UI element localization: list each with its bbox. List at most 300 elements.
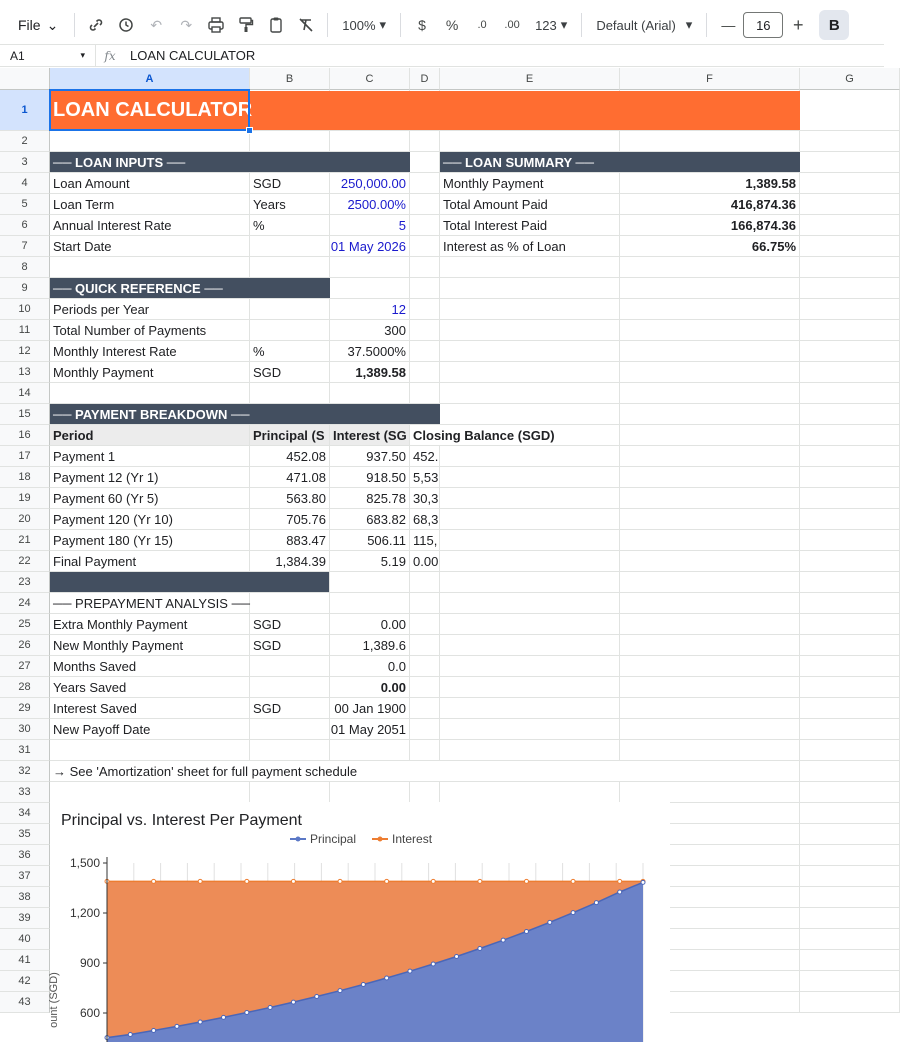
grid-cell[interactable] (620, 530, 800, 551)
grid-cell[interactable] (440, 257, 620, 278)
grid-cell[interactable] (800, 152, 900, 173)
grid-cell[interactable] (800, 782, 900, 803)
grid-cell[interactable] (800, 929, 900, 950)
row-header-35[interactable]: 35 (0, 824, 50, 845)
breakdown-col-balance[interactable]: Closing Balance (SGD) (410, 425, 440, 446)
grid-cell[interactable] (800, 866, 900, 887)
grid-cell[interactable] (800, 257, 900, 278)
quick-ref-label[interactable]: Periods per Year (50, 299, 250, 320)
grid-cell[interactable] (800, 194, 900, 215)
grid-cell[interactable] (800, 362, 900, 383)
grid-cell[interactable] (620, 761, 800, 782)
grid-cell[interactable] (410, 740, 440, 761)
row-header-36[interactable]: 36 (0, 845, 50, 866)
grid-cell[interactable] (800, 908, 900, 929)
summary-value[interactable]: 416,874.36 (620, 194, 800, 215)
grid-cell[interactable] (800, 950, 900, 971)
row-header-21[interactable]: 21 (0, 530, 50, 551)
prepay-label[interactable]: Years Saved (50, 677, 250, 698)
grid-cell[interactable] (440, 320, 620, 341)
prepay-label[interactable]: New Monthly Payment (50, 635, 250, 656)
grid-cell[interactable] (800, 761, 900, 782)
grid-cell[interactable] (410, 152, 440, 173)
grid-cell[interactable] (440, 446, 620, 467)
row-header-8[interactable]: 8 (0, 257, 50, 278)
breakdown-balance[interactable]: 5,53 (410, 467, 440, 488)
grid-cell[interactable] (800, 90, 900, 131)
grid-cell[interactable] (440, 719, 620, 740)
grid-cell[interactable] (50, 782, 250, 803)
row-header-17[interactable]: 17 (0, 446, 50, 467)
input-value[interactable]: 5 (330, 215, 410, 236)
breakdown-principal[interactable]: 452.08 (250, 446, 330, 467)
grid-cell[interactable] (620, 446, 800, 467)
row-header-12[interactable]: 12 (0, 341, 50, 362)
grid-cell[interactable] (800, 509, 900, 530)
prepay-unit[interactable] (250, 719, 330, 740)
prepay-value[interactable]: 0.00 (330, 677, 410, 698)
chevron-down-icon: ⌄ (46, 16, 59, 33)
principal-point (361, 983, 365, 987)
grid-cell[interactable] (410, 593, 440, 614)
input-unit[interactable] (250, 236, 330, 257)
chart-plot (50, 802, 670, 1042)
input-unit[interactable]: % (250, 215, 330, 236)
grid-cell[interactable] (410, 299, 440, 320)
grid-cell[interactable] (440, 614, 620, 635)
grid-cell[interactable] (410, 698, 440, 719)
grid-cell[interactable] (620, 509, 800, 530)
redo-icon[interactable]: ↷ (180, 16, 193, 33)
paint-format-icon[interactable] (231, 10, 261, 40)
grid-cell[interactable] (800, 488, 900, 509)
grid-cell[interactable] (440, 782, 620, 803)
breakdown-period[interactable]: Payment 120 (Yr 10) (50, 509, 250, 530)
grid-cell[interactable] (440, 740, 620, 761)
grid-cell[interactable] (440, 362, 620, 383)
input-label[interactable]: Start Date (50, 236, 250, 257)
grid-cell[interactable] (800, 572, 900, 593)
row-header-9[interactable]: 9 (0, 278, 50, 299)
currency-format-button[interactable]: $ (418, 17, 426, 33)
grid-cell[interactable] (410, 572, 440, 593)
link-icon[interactable] (81, 10, 111, 40)
grid-cell[interactable] (620, 593, 800, 614)
grid-cell[interactable] (50, 257, 250, 278)
summary-value[interactable]: 66.75% (620, 236, 800, 257)
grid-cell[interactable] (410, 320, 440, 341)
grid-cell[interactable] (620, 425, 800, 446)
breakdown-principal[interactable]: 563.80 (250, 488, 330, 509)
increase-decimal-button[interactable]: .00 (504, 19, 520, 31)
number-format-select[interactable] (527, 10, 575, 40)
breakdown-interest[interactable]: 825.78 (330, 488, 410, 509)
quick-ref-label[interactable]: Monthly Interest Rate (50, 341, 250, 362)
grid-cell[interactable] (800, 446, 900, 467)
quick-ref-value[interactable]: 1,389.58 (330, 362, 410, 383)
column-header-a[interactable]: A (50, 68, 250, 90)
input-value[interactable]: 2500.00% (330, 194, 410, 215)
row-header-28[interactable]: 28 (0, 677, 50, 698)
grid-cell[interactable] (620, 572, 800, 593)
summary-label[interactable]: Total Amount Paid (440, 194, 620, 215)
grid-cell[interactable] (440, 467, 620, 488)
grid-cell[interactable] (410, 635, 440, 656)
summary-value[interactable]: 166,874.36 (620, 215, 800, 236)
payment-breakdown-header[interactable]: ── PAYMENT BREAKDOWN ── (50, 404, 440, 425)
breakdown-period[interactable]: Payment 1 (50, 446, 250, 467)
grid-cell[interactable] (440, 530, 620, 551)
grid-cell[interactable] (50, 131, 250, 152)
breakdown-period[interactable]: Payment 180 (Yr 15) (50, 530, 250, 551)
loan-inputs-header[interactable]: ── LOAN INPUTS ── (50, 152, 410, 173)
clear-format-icon[interactable] (291, 10, 321, 40)
grid-cell[interactable] (620, 782, 800, 803)
grid-cell[interactable] (620, 467, 800, 488)
grid-cell[interactable] (410, 383, 440, 404)
prepay-label[interactable]: Months Saved (50, 656, 250, 677)
grid-cell[interactable] (620, 635, 800, 656)
grid-cell[interactable] (620, 551, 800, 572)
undo-icon[interactable]: ↶ (150, 16, 163, 33)
grid-cell[interactable] (50, 740, 250, 761)
grid-cell[interactable] (620, 320, 800, 341)
summary-value[interactable]: 1,389.58 (620, 173, 800, 194)
column-header-b[interactable]: B (250, 68, 330, 90)
grid-cell[interactable] (410, 278, 440, 299)
grid-cell[interactable] (250, 131, 330, 152)
quick-ref-value[interactable]: 12 (330, 299, 410, 320)
grid-cell[interactable] (800, 173, 900, 194)
row-header-23[interactable]: 23 (0, 572, 50, 593)
grid-cell[interactable] (800, 467, 900, 488)
row-header-22[interactable]: 22 (0, 551, 50, 572)
breakdown-principal[interactable]: 471.08 (250, 467, 330, 488)
prepay-value[interactable]: 01 May 2051 (330, 719, 410, 740)
legend-principal-label: Principal (310, 832, 357, 846)
summary-label[interactable]: Monthly Payment (440, 173, 620, 194)
grid-cell[interactable] (800, 971, 900, 992)
grid-cell[interactable] (800, 992, 900, 1013)
column-header-e[interactable]: E (440, 68, 620, 90)
font-select[interactable] (588, 10, 700, 40)
grid-cell[interactable] (330, 593, 410, 614)
grid-cell[interactable] (440, 404, 620, 425)
breakdown-principal[interactable]: 1,384.39 (250, 551, 330, 572)
grid-cell[interactable] (440, 677, 620, 698)
formula-input[interactable]: LOAN CALCULATOR (130, 48, 256, 63)
prepay-label[interactable]: New Payoff Date (50, 719, 250, 740)
quick-ref-label[interactable]: Monthly Payment (50, 362, 250, 383)
row-header-18[interactable]: 18 (0, 467, 50, 488)
breakdown-principal[interactable]: 883.47 (250, 530, 330, 551)
grid-cell[interactable] (410, 236, 440, 257)
row-header-13[interactable]: 13 (0, 362, 50, 383)
grid-cell[interactable] (800, 320, 900, 341)
breakdown-balance[interactable]: 452. (410, 446, 440, 467)
breakdown-interest[interactable]: 937.50 (330, 446, 410, 467)
grid-cell[interactable] (410, 614, 440, 635)
grid-cell[interactable] (330, 572, 410, 593)
loan-summary-header[interactable]: ── LOAN SUMMARY ── (440, 152, 800, 173)
name-box[interactable] (0, 45, 96, 67)
breakdown-balance[interactable]: 0.00 (410, 551, 440, 572)
grid-cell[interactable] (800, 887, 900, 908)
prepay-unit[interactable]: SGD (250, 635, 330, 656)
prepayment-analysis-header[interactable]: ── PREPAYMENT ANALYSIS ── (50, 593, 330, 614)
breakdown-interest[interactable]: 683.82 (330, 509, 410, 530)
sheet-title[interactable]: LOAN CALCULATOR (50, 91, 800, 130)
grid-cell[interactable] (800, 236, 900, 257)
row-header-3[interactable]: 3 (0, 152, 50, 173)
breakdown-col-interest[interactable]: Interest (SG (330, 425, 410, 446)
breakdown-principal[interactable]: 705.76 (250, 509, 330, 530)
grid-cell[interactable] (800, 425, 900, 446)
font-size-input[interactable]: 16 (743, 12, 783, 38)
grid-cell[interactable] (330, 782, 410, 803)
fill-handle[interactable] (246, 127, 253, 134)
row-header-29[interactable]: 29 (0, 698, 50, 719)
quick-ref-unit[interactable] (250, 320, 330, 341)
grid-cell[interactable] (440, 551, 620, 572)
breakdown-period[interactable]: Payment 60 (Yr 5) (50, 488, 250, 509)
input-unit[interactable]: SGD (250, 173, 330, 194)
prepay-label[interactable]: Extra Monthly Payment (50, 614, 250, 635)
grid-cell[interactable] (250, 257, 330, 278)
grid-cell[interactable] (620, 404, 800, 425)
grid-cell[interactable] (440, 593, 620, 614)
grid-cell[interactable] (800, 593, 900, 614)
breakdown-col-period[interactable]: Period (50, 425, 250, 446)
breakdown-interest[interactable]: 5.19 (330, 551, 410, 572)
grid-cell[interactable] (620, 299, 800, 320)
grid-cell[interactable] (800, 278, 900, 299)
grid-cell[interactable] (250, 782, 330, 803)
grid-cell[interactable] (800, 530, 900, 551)
grid-cell[interactable] (330, 257, 410, 278)
grid-cell[interactable] (410, 719, 440, 740)
row-header-1[interactable]: 1 (0, 90, 50, 131)
clipboard-icon[interactable] (261, 10, 291, 40)
grid-cell[interactable] (800, 656, 900, 677)
row-header-11[interactable]: 11 (0, 320, 50, 341)
grid-cell[interactable] (800, 614, 900, 635)
grid-cell[interactable] (410, 173, 440, 194)
row-header-10[interactable]: 10 (0, 299, 50, 320)
grid-cell[interactable] (800, 635, 900, 656)
row-header-7[interactable]: 7 (0, 236, 50, 257)
decrease-decimal-button[interactable]: .0 (477, 19, 487, 31)
row-header-39[interactable]: 39 (0, 908, 50, 929)
prepay-unit[interactable]: SGD (250, 614, 330, 635)
breakdown-balance[interactable]: 68,3 (410, 509, 440, 530)
grid-cell[interactable] (410, 362, 440, 383)
row-header-27[interactable]: 27 (0, 656, 50, 677)
grid-cell[interactable] (620, 614, 800, 635)
file-menu[interactable] (8, 9, 68, 41)
column-header-c[interactable]: C (330, 68, 410, 90)
prepay-value[interactable]: 00 Jan 1900 (330, 698, 410, 719)
column-header-g[interactable]: G (800, 68, 900, 90)
grid-cell[interactable] (410, 782, 440, 803)
row-header-14[interactable]: 14 (0, 383, 50, 404)
grid-cell[interactable] (620, 656, 800, 677)
grid-cell[interactable] (620, 677, 800, 698)
grid-cell[interactable] (800, 803, 900, 824)
grid-cell[interactable] (410, 341, 440, 362)
grid-cell[interactable] (410, 257, 440, 278)
grid-cell[interactable] (800, 131, 900, 152)
grid-cell[interactable] (800, 299, 900, 320)
grid-cell[interactable] (440, 635, 620, 656)
grid-cell[interactable] (440, 383, 620, 404)
grid-cell[interactable] (800, 341, 900, 362)
quick-ref-unit[interactable] (250, 299, 330, 320)
row-header-32[interactable]: 32 (0, 761, 50, 782)
input-unit[interactable]: Years (250, 194, 330, 215)
grid-cell[interactable] (800, 698, 900, 719)
loan-chart[interactable] (50, 802, 670, 1042)
grid-cell[interactable] (620, 362, 800, 383)
row-header-16[interactable]: 16 (0, 425, 50, 446)
quick-ref-value[interactable]: 300 (330, 320, 410, 341)
row-header-4[interactable]: 4 (0, 173, 50, 194)
grid-cell[interactable] (410, 131, 440, 152)
prepay-value[interactable]: 1,389.6 (330, 635, 410, 656)
grid-cell[interactable] (800, 551, 900, 572)
grid-cell[interactable] (440, 698, 620, 719)
grid-cell[interactable] (440, 509, 620, 530)
grid-cell[interactable] (620, 383, 800, 404)
summary-label[interactable]: Interest as % of Loan (440, 236, 620, 257)
grid-cell[interactable] (800, 404, 900, 425)
grid-cell[interactable] (410, 215, 440, 236)
select-all-corner[interactable] (0, 68, 50, 90)
prepay-value[interactable]: 0.00 (330, 614, 410, 635)
zoom-select[interactable] (334, 10, 394, 40)
grid-cell[interactable] (800, 215, 900, 236)
row-header-5[interactable]: 5 (0, 194, 50, 215)
grid-cell[interactable] (620, 719, 800, 740)
grid-cell[interactable] (800, 677, 900, 698)
quick-ref-label[interactable]: Total Number of Payments (50, 320, 250, 341)
grid-cell[interactable] (410, 194, 440, 215)
grid-cell[interactable] (800, 845, 900, 866)
row-header-19[interactable]: 19 (0, 488, 50, 509)
decrease-font-size-button[interactable]: — (721, 17, 736, 33)
row-header-2[interactable]: 2 (0, 131, 50, 152)
grid-cell[interactable] (440, 131, 620, 152)
row-header-41[interactable]: 41 (0, 950, 50, 971)
breakdown-period[interactable]: Final Payment (50, 551, 250, 572)
row-header-42[interactable]: 42 (0, 971, 50, 992)
breakdown-balance[interactable]: 30,3 (410, 488, 440, 509)
grid-cell[interactable] (620, 278, 800, 299)
grid-cell[interactable] (440, 656, 620, 677)
grid-cell[interactable] (620, 488, 800, 509)
amortization-note[interactable]: → See 'Amortization' sheet for full payment schedule (50, 761, 620, 782)
breakdown-interest[interactable]: 918.50 (330, 467, 410, 488)
row-header-31[interactable]: 31 (0, 740, 50, 761)
breakdown-interest[interactable]: 506.11 (330, 530, 410, 551)
bold-button[interactable]: B (819, 10, 849, 40)
input-label[interactable]: Annual Interest Rate (50, 215, 250, 236)
grid-cell[interactable] (620, 131, 800, 152)
row-header-38[interactable]: 38 (0, 887, 50, 908)
row-header-34[interactable]: 34 (0, 803, 50, 824)
quick-ref-value[interactable]: 37.5000% (330, 341, 410, 362)
row-header-30[interactable]: 30 (0, 719, 50, 740)
grid-cell[interactable] (800, 383, 900, 404)
input-value[interactable]: 250,000.00 (330, 173, 410, 194)
quick-ref-unit[interactable]: SGD (250, 362, 330, 383)
summary-label[interactable]: Total Interest Paid (440, 215, 620, 236)
row-header-24[interactable]: 24 (0, 593, 50, 614)
grid-cell[interactable] (330, 131, 410, 152)
grid-cell[interactable] (620, 698, 800, 719)
row-header-26[interactable]: 26 (0, 635, 50, 656)
prepay-unit[interactable] (250, 656, 330, 677)
prepay-unit[interactable]: SGD (250, 698, 330, 719)
grid-cell[interactable] (440, 488, 620, 509)
input-label[interactable]: Loan Term (50, 194, 250, 215)
prepay-unit[interactable] (250, 677, 330, 698)
grid-cell[interactable] (440, 572, 620, 593)
prepay-label[interactable]: Interest Saved (50, 698, 250, 719)
row-header-6[interactable]: 6 (0, 215, 50, 236)
grid-cell[interactable] (440, 278, 620, 299)
quick-ref-unit[interactable]: % (250, 341, 330, 362)
row-header-40[interactable]: 40 (0, 929, 50, 950)
row-header-43[interactable]: 43 (0, 992, 50, 1013)
grid-cell[interactable] (330, 740, 410, 761)
grid-cell[interactable] (410, 677, 440, 698)
grid-cell[interactable] (250, 383, 330, 404)
row-header-33[interactable]: 33 (0, 782, 50, 803)
grid-cell[interactable] (440, 341, 620, 362)
input-label[interactable]: Loan Amount (50, 173, 250, 194)
column-header-f[interactable]: F (620, 68, 800, 90)
breakdown-balance[interactable]: 115, (410, 530, 440, 551)
prepay-value[interactable]: 0.0 (330, 656, 410, 677)
grid-cell[interactable] (50, 383, 250, 404)
grid-cell[interactable] (620, 740, 800, 761)
input-value[interactable]: 01 May 2026 (330, 236, 410, 257)
grid-cell[interactable] (620, 341, 800, 362)
grid-cell[interactable] (800, 719, 900, 740)
grid-cell[interactable] (620, 257, 800, 278)
breakdown-period[interactable]: Payment 12 (Yr 1) (50, 467, 250, 488)
grid-cell[interactable] (330, 278, 410, 299)
percent-format-button[interactable]: % (445, 17, 459, 33)
grid-cell[interactable] (800, 824, 900, 845)
grid-cell[interactable] (250, 740, 330, 761)
grid-cell[interactable] (440, 299, 620, 320)
quick-reference-header[interactable]: ── QUICK REFERENCE ── (50, 278, 330, 299)
grid-cell[interactable] (800, 740, 900, 761)
breakdown-col-principal[interactable]: Principal (S (250, 425, 330, 446)
grid-cell[interactable] (330, 383, 410, 404)
row-header-15[interactable]: 15 (0, 404, 50, 425)
grid-cell[interactable] (410, 656, 440, 677)
increase-font-size-button[interactable]: + (793, 14, 804, 35)
print-icon[interactable] (201, 10, 231, 40)
row-header-25[interactable]: 25 (0, 614, 50, 635)
row-header-20[interactable]: 20 (0, 509, 50, 530)
column-header-d[interactable]: D (410, 68, 440, 90)
history-icon[interactable] (111, 10, 141, 40)
row-header-37[interactable]: 37 (0, 866, 50, 887)
